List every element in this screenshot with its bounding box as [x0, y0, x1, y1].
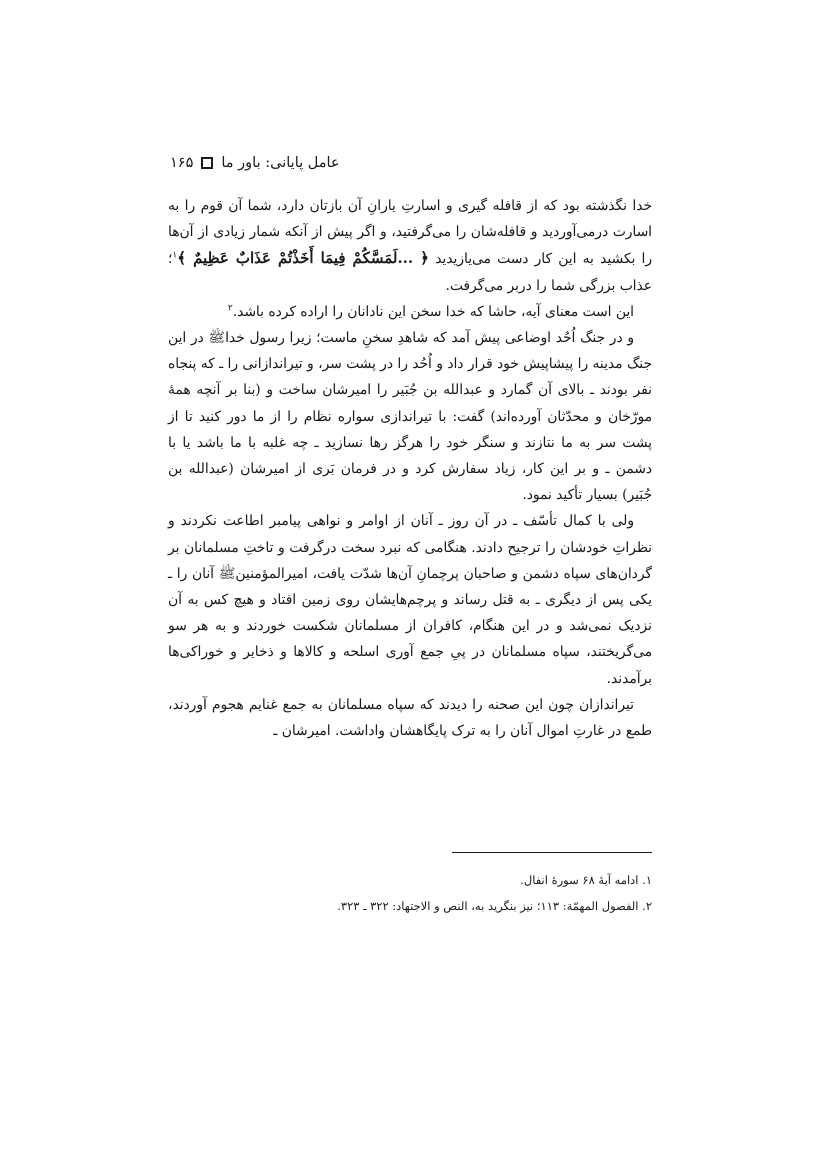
footnotes [168, 867, 652, 919]
running-head [170, 150, 360, 176]
quran-verse: ﴿ ...لَمَسَّكُمْ فِيمَا أَخَذْتُمْ عَذَابٌ عَظِيمٌ ﴾ [177, 249, 429, 268]
p1-line-2: به اسارت درمی‌آوردید و قافله‌شان را می‌گرفتید، و اگر پیش از آنکه شمار زیادی [168, 198, 652, 241]
p1-ending: ؛ عذاب بزرگی شما را دربر می‌گرفت. [168, 251, 652, 294]
paragraph-5: تیراندازان چون این صحنه را دیدند که سپاه مسلمانان به جمع غنایم هجوم آوردند، طمع در غارتِ اموال آنان را به ترک پایگاهشان واداشت. امیرشان ـ [168, 696, 652, 740]
footnote-2: ۲. الفصول المهمّة: ۱۱۳؛ نیز بنگرید به، النص و الاجتهاد: ۳۲۲ ـ ۳۲۳. [337, 899, 652, 913]
footnote-ref-1: ۱ [172, 250, 178, 261]
paragraph-1 [168, 193, 652, 299]
p2-text: این است معنای آیه، حاشا که خدا سخن این نادانان را اراده کرده باشد. [232, 303, 634, 320]
footnote-1: ۱. ادامه آیهٔ ۶۸ سورهٔ انفال. [520, 873, 652, 887]
body-text [168, 193, 652, 744]
page-number: ۱۶۵ [170, 155, 194, 171]
paragraph-2 [168, 299, 652, 325]
paragraph-3: و در جنگ اُحُد اوضاعی پیش آمد که شاهدِ سخنِ ماست؛ زیرا رسول خداﷺ در این جنگ مدینه را پیشاپیش خود قرار داد و اُحُد را در پشت سر، و تیراندازانی را ـ که پنجاه نفر بودند ـ بالای آن گمارد و عبدالله بن جُبَیر را امیرشان ساخت و (بنا بر آنچه همهٔ مورّخان و محدّثان آورده‌اند) گفت: با تیراندازی سواره نظام را از ما دور کنید تا از پشت سر به ما نتازند و سنگر خود را هرگز رها نسازید ـ چه غلبه با ما باشد یا با دشمن ـ و بر این کار، زیاد سفارش کرد و در فرمان بَری از امیرشان (عبدالله بن جُبَیر) بسیار تأکید نمود. [168, 330, 652, 504]
p1-line-1: خدا نگذشته بود که از قافله گیری و اسارتِ یارانِ آن بازتان دارد، شما آن قوم را [184, 198, 652, 214]
p1-line-3: از آن‌ها را بکشید به این کار دست می‌یازیدید [168, 224, 652, 268]
footnote-ref-2: ۲ [227, 303, 233, 314]
paragraph-4: ولی با کمال تأسّف ـ در آن روز ـ آنان از اوامر و نواهی پیامبر اطاعت نکردند و نظراتِ خودشان را ترجیح دادند. هنگامی که نبرد سخت درگرفت و تاختِ مسلمانان بر گردان‌های سپاه دشمن و صاحبان پرچمانِ آن‌ها شدّت یافت، امیرالمؤمنینﷺ آنان را ـ یکی پس از دیگری ـ به قتل رساند و پرچم‌هایشان روی زمین افتاد و هیچ کس به آن نزدیک نمی‌شد و در این هنگام، کافران از مسلمانان شکست خوردند و به هر سو می‌گریختند، سپاه مسلمانان در پیِ جمع آوری اسلحه و کالاها و ذخایر و خوراکی‌ها برآمدند. [168, 513, 652, 687]
footnote-divider [452, 852, 652, 853]
running-title: عامل پایانی: باور ما [221, 155, 340, 171]
square-ornament-icon [201, 157, 213, 169]
